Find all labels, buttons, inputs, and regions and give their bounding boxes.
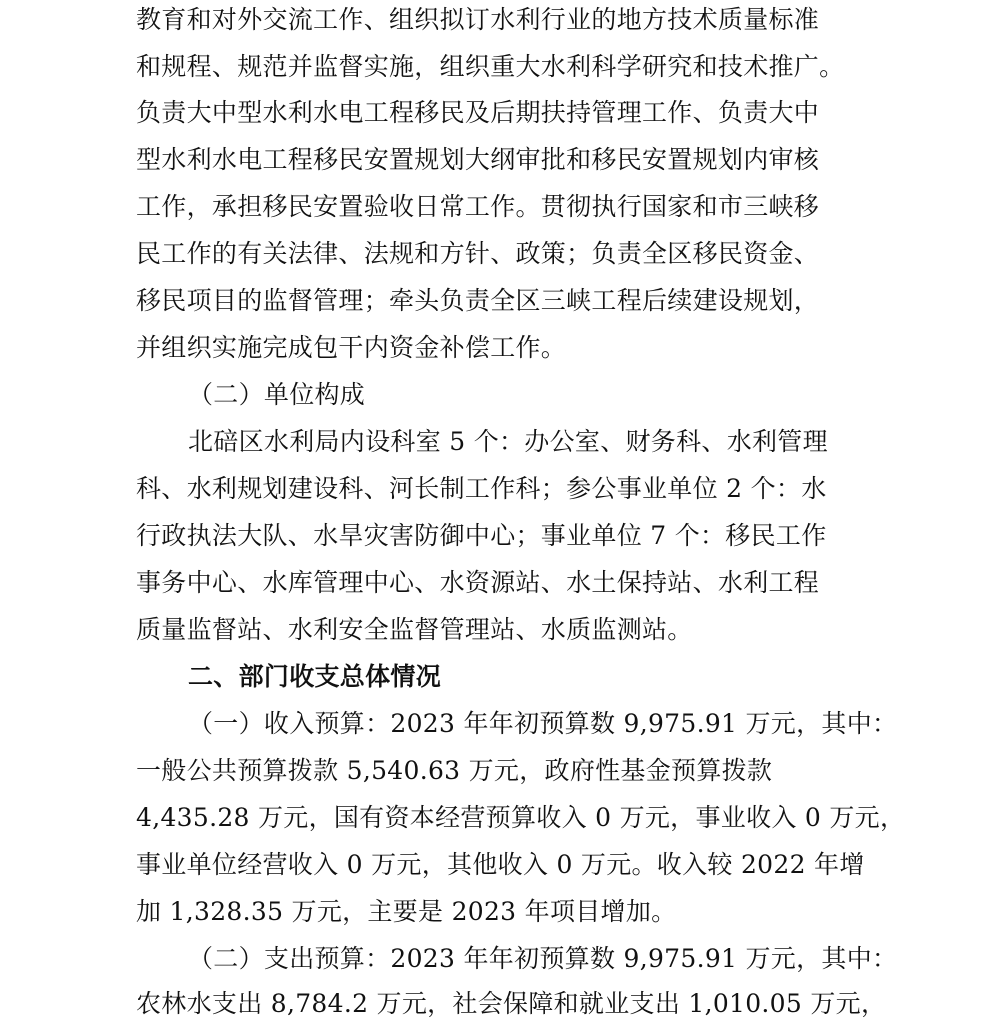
text-line: 北碚区水利局内设科室 5 个：办公室、财务科、水利管理 <box>188 427 828 456</box>
text-line: 工作，承担移民安置验收日常工作。贯彻执行国家和市三峡移 <box>136 192 820 221</box>
text-line: 行政执法大队、水旱灾害防御中心；事业单位 7 个：移民工作 <box>136 521 827 550</box>
section-heading: 二、部门收支总体情况 <box>188 662 442 691</box>
text-line: 农林水支出 8,784.2 万元，社会保障和就业支出 1,010.05 万元， <box>136 989 887 1018</box>
text-line: 并组织实施完成包干内资金补偿工作。 <box>136 333 567 362</box>
text-line: 4,435.28 万元，国有资本经营预算收入 0 万元，事业收入 0 万元， <box>136 803 906 832</box>
text-line: 教育和对外交流工作、组织拟订水利行业的地方技术质量标准 <box>136 5 820 34</box>
text-line: 事务中心、水库管理中心、水资源站、水土保持站、水利工程 <box>136 568 820 597</box>
text-line: 移民项目的监督管理；牵头负责全区三峡工程后续建设规划， <box>136 286 820 315</box>
text-line: 科、水利规划建设科、河长制工作科；参公事业单位 2 个：水 <box>136 474 827 503</box>
text-line: （二）支出预算：2023 年年初预算数 9,975.91 万元，其中： <box>188 944 898 973</box>
text-line: （一）收入预算：2023 年年初预算数 9,975.91 万元，其中： <box>188 709 898 738</box>
text-line: 民工作的有关法律、法规和方针、政策；负责全区移民资金、 <box>136 239 820 268</box>
subsection-heading: （二）单位构成 <box>188 380 366 409</box>
text-line: 和规程、规范并监督实施，组织重大水利科学研究和技术推广。 <box>136 52 845 81</box>
text-line: 负责大中型水利水电工程移民及后期扶持管理工作、负责大中 <box>136 98 820 127</box>
text-line: 事业单位经营收入 0 万元，其他收入 0 万元。收入较 2022 年增 <box>136 850 865 879</box>
text-line: 加 1,328.35 万元，主要是 2023 年项目增加。 <box>136 897 677 926</box>
text-line: 质量监督站、水利安全监督管理站、水质监测站。 <box>136 615 693 644</box>
text-line: 一般公共预算拨款 5,540.63 万元，政府性基金预算拨款 <box>136 756 773 785</box>
text-line: 型水利水电工程移民安置规划大纲审批和移民安置规划内审核 <box>136 145 820 174</box>
